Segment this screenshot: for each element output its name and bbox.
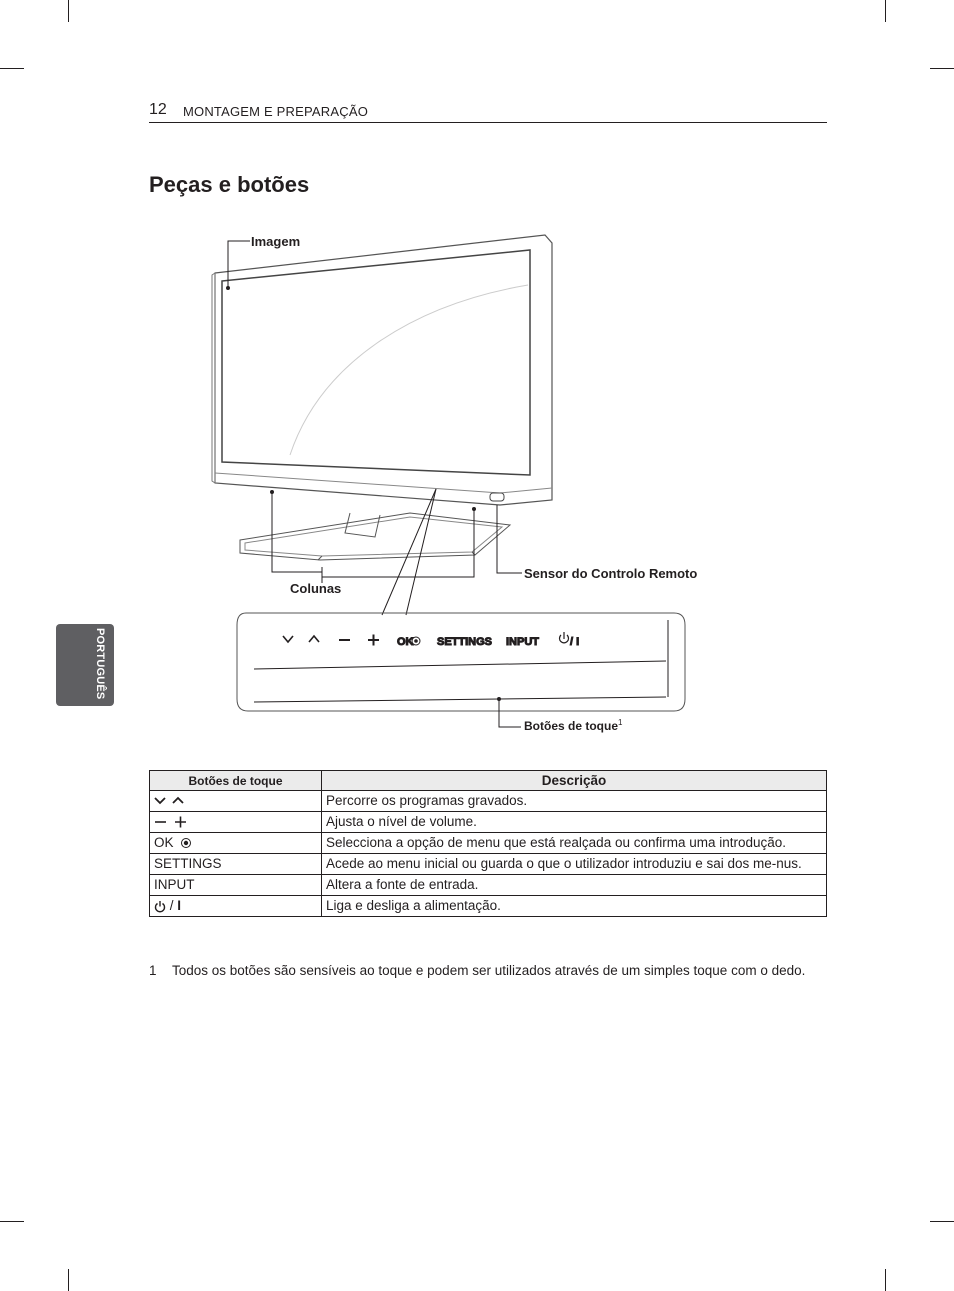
label-speakers: Colunas [290,581,342,596]
footnote-ref: 1 [618,718,623,727]
crop-mark [0,1221,24,1222]
button-bold: I [177,898,182,913]
page-title: Peças e botões [149,172,310,197]
table-row [150,896,827,917]
button-cell: INPUT [150,875,322,896]
crop-mark [0,68,24,69]
minus-plus-icon [154,816,188,828]
crop-mark [68,0,69,22]
ok-circle-icon [180,837,192,849]
panel-settings-label: SETTINGS [437,636,493,648]
button-cell [150,833,322,854]
tv-illustration [150,225,750,745]
button-cell [150,896,322,917]
language-tab [56,624,114,706]
down-up-chevrons-icon [154,795,188,807]
table-header-description: Descrição [322,771,827,791]
table-row [150,875,827,896]
panel-ok-label: OK [397,636,414,648]
description-cell: Percorre os programas gravados. [322,791,827,812]
page-header [149,100,827,123]
panel-input-label: INPUT [506,636,539,648]
footnote [149,963,805,978]
description-cell: Altera a fonte de entrada. [322,875,827,896]
label-remote-sensor: Sensor do Controlo Remoto [524,566,698,581]
channel-up-icon [309,636,319,642]
table-row [150,812,827,833]
channel-down-icon [283,636,293,642]
footnote-number: 1 [149,963,157,978]
table-header-buttons: Botões de toque [150,771,322,791]
table-header-row [150,771,827,791]
button-cell [150,812,322,833]
description-cell: Liga e desliga a alimentação. [322,896,827,917]
table-row [150,833,827,854]
panel-power-label: / I [570,636,580,648]
crop-mark [885,1269,886,1291]
table-row [150,791,827,812]
label-touch-buttons [524,718,622,733]
button-suffix: / [169,898,174,913]
crop-mark [68,1269,69,1291]
button-label: OK [154,835,174,850]
tv-screen [222,250,530,475]
description-cell: Acede ao menu inicial ou guarda o que o utilizador introduziu e sai dos me-nus. [322,854,827,875]
volume-up-icon [368,635,379,646]
button-cell [150,791,322,812]
button-cell: SETTINGS [150,854,322,875]
crop-mark [930,68,954,69]
touch-buttons-text: Botões de toque [524,719,619,733]
power-icon [154,900,166,913]
tv-diagram [150,225,750,745]
table-row [150,854,827,875]
footnote-text: Todos os botões são sensíveis ao toque e podem ser utilizados através de um simples toque com o dedo. [172,963,806,978]
crop-mark [930,1221,954,1222]
page-number: 12 [149,101,167,118]
section-title: MONTAGEM E PREPARAÇÃO [183,104,369,119]
label-image: Imagem [251,234,301,249]
remote-sensor-window [490,493,504,501]
description-cell: Ajusta o nível de volume. [322,812,827,833]
description-cell: Selecciona a opção de menu que está realçada ou confirma uma introdução. [322,833,827,854]
language-tab-label: PORTUGUÊS [94,628,106,700]
crop-mark [885,0,886,22]
touch-buttons-table [149,770,827,917]
